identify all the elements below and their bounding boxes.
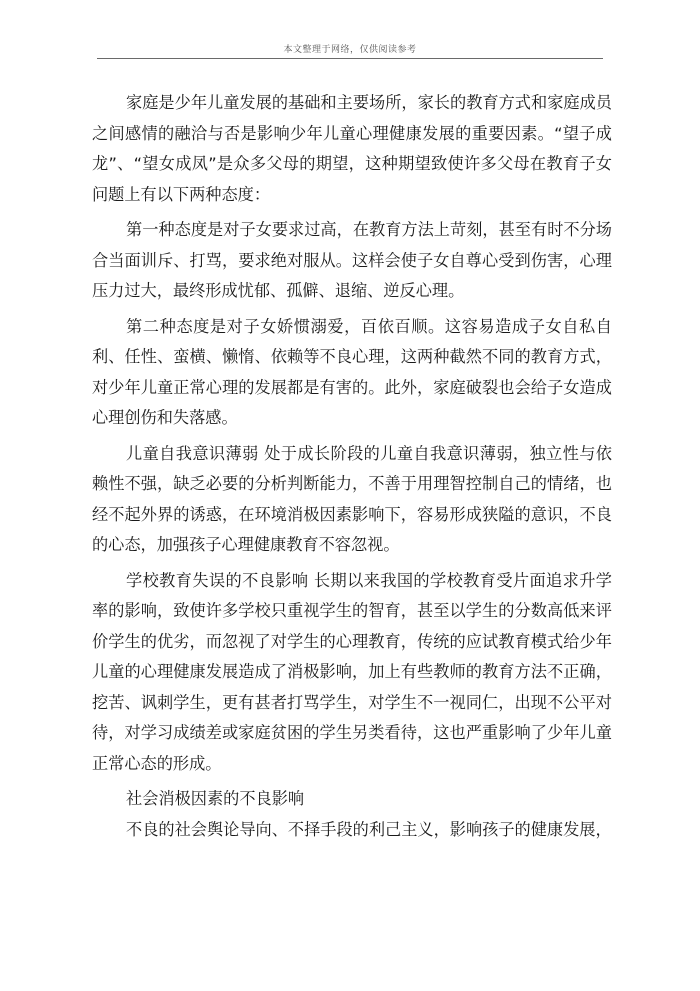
paragraph-first-attitude: 第一种态度是对子女要求过高，在教育方法上苛刻，甚至有时不分场合当面训斥、打骂，要求绝对服从。这样会使子女自尊心受到伤害，心理压力过大，最终形成忧郁、孤僻、退缩、逆反心理。 [92,220,612,300]
paragraph-self-awareness: 儿童自我意识薄弱 处于成长阶段的儿童自我意识薄弱，独立性与依赖性不强，缺乏必要的分析判断能力，不善于用理智控制自己的情绪，也经不起外界的诱惑，在环境消极因素影响下，容易形成狭隘的意识，不良的心态，加强孩子心理健康教育不容忽视。 [92,443,612,554]
paragraph-social-influence: 不良的社会舆论导向、不择手段的利己主义，影响孩子的健康发展， [126,819,612,839]
header-divider [97,58,603,59]
document-body [92,88,612,850]
paragraph-second-attitude: 第二种态度是对子女娇惯溺爱，百依百顺。这容易造成子女自私自利、任性、蛮横、懒惰、依赖等不良心理，这两种截然不同的教育方式，对少年儿童正常心理的发展都是有害的。此外，家庭破裂也会给子女造成心理创伤和失落感。 [92,316,612,427]
paragraph-family-influence: 家庭是少年儿童发展的基础和主要场所，家长的教育方式和家庭成员之间感情的融洽与否是影响少年儿童心理健康发展的重要因素。“望子成龙”、“望女成凤”是众多父母的期望，这种期望致使许多父母在教育子女问题上有以下两种态度： [92,93,612,204]
section-heading-social-factors: 社会消极因素的不良影响 [126,789,305,808]
paragraph-school-education: 学校教育失误的不良影响 长期以来我国的学校教育受片面追求升学率的影响，致使许多学校只重视学生的智育，甚至以学生的分数高低来评价学生的优劣，而忽视了对学生的心理教育，传统的应试教育模式给少年儿童的心理健康发展造成了消极影响，加上有些教师的教育方法不正确，挖苦、讽刺学生，更有甚者打骂学生，对学生不一视同仁，出现不公平对待，对学习成绩差或家庭贫困的学生另类看待，这也严重影响了少年儿童正常心态的形成。 [92,570,612,773]
page-header: 本文整理于网络，仅供阅读参考 [283,45,417,55]
